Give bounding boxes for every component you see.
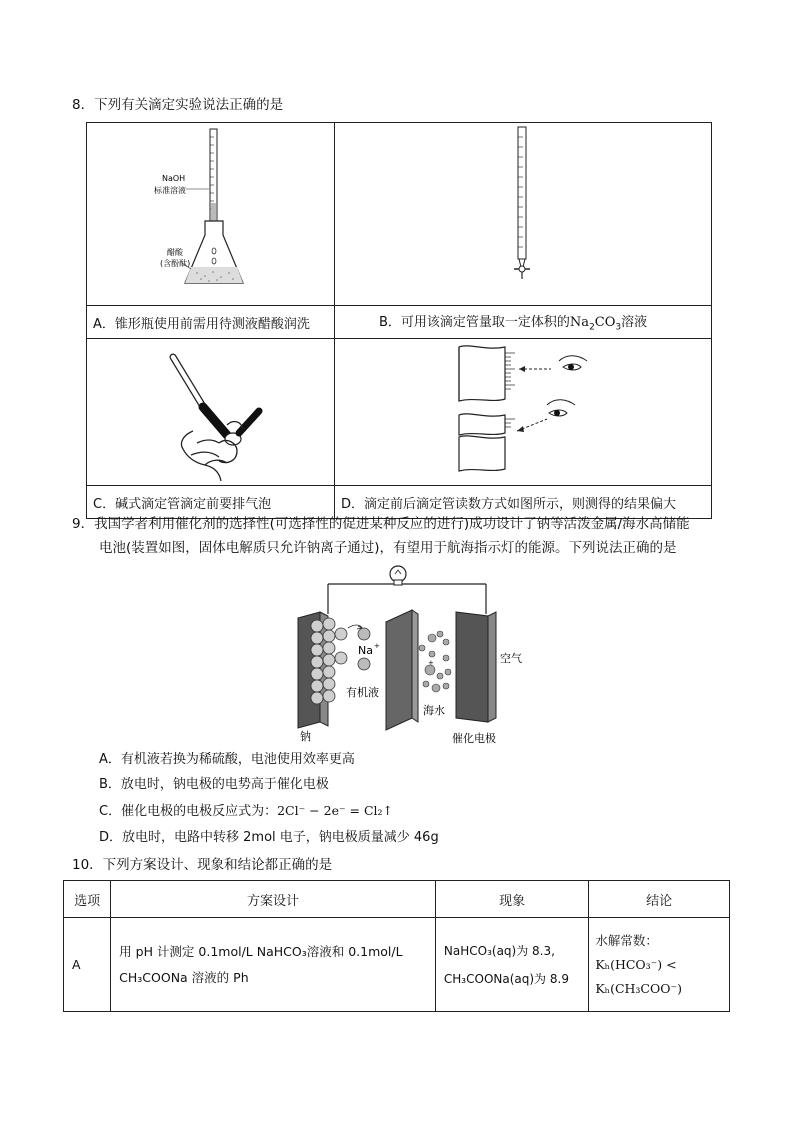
catalytic-electrode-label: 催化电极 [452, 732, 496, 745]
header-design: 方案设计 [111, 881, 436, 918]
q8-option-a: A．锥形瓶使用前需用待测液醋酸润洗 [87, 306, 335, 339]
q10-table [63, 880, 730, 1012]
q9-option-d: D．放电时，电路中转移 2mol 电子，钠电极质量减少 46g [99, 830, 439, 845]
q8-option-d: D．滴定前后滴定管读数方式如图所示，则测得的结果偏大 [335, 486, 712, 519]
burette-reading-figure [335, 339, 711, 481]
q8-option-c: C．碱式滴定管滴定前要排气泡 [87, 486, 335, 519]
naoh-label: NaOH [162, 174, 186, 183]
air-label: 空气 [500, 652, 522, 665]
q8-figure-c-cell [87, 339, 335, 486]
q9-stem-line1: 9．我国学者利用催化剂的选择性(可选择性的促进某种反应的进行)成功设计了钠等活泼金属/海水高储能 [72, 516, 690, 532]
header-conclusion: 结论 [589, 881, 730, 918]
q8-figure-a-cell [87, 123, 335, 306]
q9-option-a: A．有机液若换为稀硫酸，电池使用效率更高 [99, 752, 355, 767]
q9-option-b: B．放电时，钠电极的电势高于催化电极 [99, 777, 329, 792]
na-ion-charge: + [374, 642, 380, 650]
q10-header-row [64, 881, 730, 918]
na-ion-label: Na [358, 644, 373, 657]
q8-options-table [86, 122, 712, 519]
q8-stem: 8．下列有关滴定实验说法正确的是 [72, 97, 284, 113]
q8-figure-d-cell [335, 339, 712, 486]
table-row [64, 918, 730, 1012]
row-a-conclusion: 水解常数： Kₕ(HCO₃⁻) < Kₕ(CH₃COO⁻) [589, 918, 730, 1012]
bubble-removal-figure [87, 339, 334, 481]
acetic-acid-label: 醋酸 [167, 248, 183, 257]
acid-burette-figure [335, 123, 711, 301]
header-option: 选项 [64, 881, 111, 918]
row-a-phenomenon: NaHCO₃(aq)为 8.3, CH₃COONa(aq)为 8.9 [435, 918, 588, 1012]
battery-diagram [290, 562, 540, 748]
q8-option-b: B．可用该滴定管量取一定体积的$Na_2CO_3$溶液 [335, 306, 712, 339]
svg-text:+: + [428, 659, 434, 667]
titration-flask-figure [87, 123, 334, 301]
standard-solution-label: 标准溶液 [154, 186, 186, 195]
row-a-option: A [64, 918, 111, 1012]
organic-liquid-label: 有机液 [346, 686, 379, 699]
q9-option-c: C．催化电极的电极反应式为：2Cl⁻ − 2e⁻ = Cl₂↑ [99, 803, 394, 819]
row-a-design: 用 pH 计测定 0.1mol/L NaHCO₃溶液和 0.1mol/L CH₃COONa 溶液的 Ph [111, 918, 436, 1012]
sodium-label: 钠 [300, 730, 311, 743]
q8-figure-b-cell [335, 123, 712, 306]
header-phenomenon: 现象 [435, 881, 588, 918]
q10-stem: 10．下列方案设计、现象和结论都正确的是 [72, 857, 333, 873]
phenolphthalein-label: (含酚酞) [160, 259, 191, 268]
seawater-label: 海水 [423, 704, 445, 717]
electrode-equation: 2Cl⁻ − 2e⁻ = Cl₂↑ [277, 803, 394, 818]
q9-stem-line2: 电池(装置如图，固体电解质只允许钠离子通过)，有望用于航海指示灯的能源。下列说法正确的是 [99, 540, 677, 556]
